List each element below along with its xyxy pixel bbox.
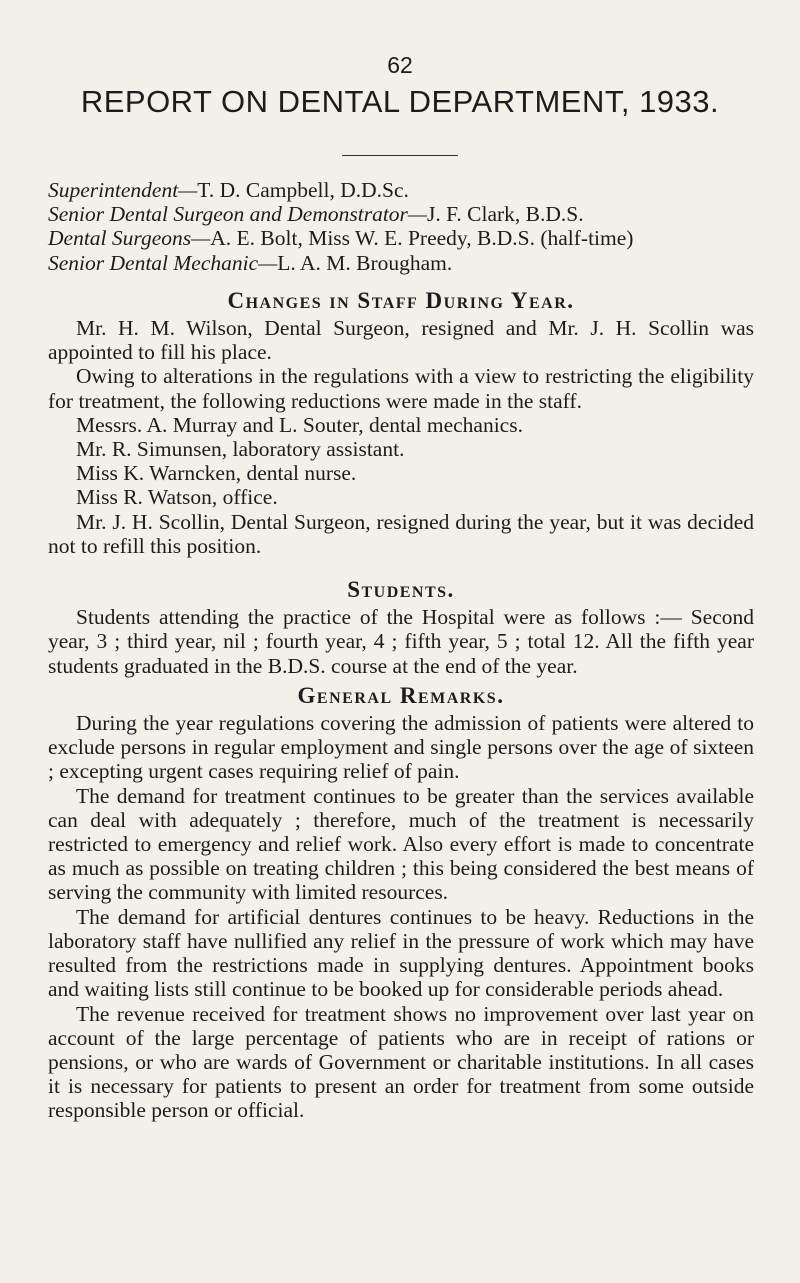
paragraph: Mr. H. M. Wilson, Dental Surgeon, resigned and Mr. J. H. Scollin was appointed to fill his place.: [48, 316, 754, 365]
staff-superintendent: Superintendent—T. D. Campbell, D.D.Sc.: [48, 178, 409, 202]
report-body: [48, 178, 754, 1123]
paragraph: Miss K. Warncken, dental nurse.: [76, 461, 357, 486]
paragraph: During the year regulations covering the admission of patients were altered to exclude persons in regular employment and single persons over the age of sixteen ; excepting urgent cases requiring relief of pain.: [48, 711, 754, 784]
heading-students: Students.: [347, 577, 455, 603]
staff-dental-surgeons: Dental Surgeons—A. E. Bolt, Miss W. E. Preedy, B.D.S. (half-time): [48, 226, 634, 251]
paragraph: Mr. J. H. Scollin, Dental Surgeon, resigned during the year, but it was decided not to refill this position.: [48, 509, 754, 558]
staff-list: [48, 178, 754, 275]
title-divider: [342, 155, 458, 156]
paragraph: Owing to alterations in the regulations with a view to restricting the eligibility for treatment, the following reductions were made in the staff.: [48, 364, 754, 413]
paragraph: The demand for artificial dentures continues to be heavy. Reductions in the laboratory staff have nullified any relief in the pressure of work which may have resulted from the restrictions made in supplying dentures. Appointment books and waiting lists still continue to be booked up for considerable periods ahead.: [48, 904, 754, 1002]
paragraph: The demand for treatment continues to be greater than the services available can deal with adequately ; therefore, much of the treatment is necessarily restricted to emergency and relief work. Also every effort is made to concentrate as much as possible on treating children ; this being considered the best means of serving the community with limited resources.: [48, 783, 754, 905]
paragraph: Mr. R. Simunsen, laboratory assistant.: [76, 437, 405, 462]
page-title: REPORT ON DENTAL DEPARTMENT, 1933.: [80, 84, 720, 119]
staff-senior-dental-surgeon: Senior Dental Surgeon and Demonstrator—J. F. Clark, B.D.S.: [48, 202, 584, 227]
page-number: 62: [387, 52, 413, 78]
paragraph: The revenue received for treatment shows no improvement over last year on account of the large percentage of patients who are in receipt of rations or pensions, or who are wards of Government or charitable institutions. In all cases it is necessary for patients to present an order for treatment from some outside responsible person or official.: [48, 1001, 754, 1123]
heading-general-remarks: General Remarks.: [297, 682, 505, 708]
paragraph: Miss R. Watson, office.: [76, 485, 278, 510]
paragraph: Messrs. A. Murray and L. Souter, dental mechanics.: [76, 412, 523, 437]
heading-changes-in-staff: Changes in Staff During Year.: [227, 287, 575, 313]
paragraph: Students attending the practice of the Hospital were as follows :— Second year, 3 ; third year, nil ; fourth year, 4 ; fifth year, 5 ; total 12. All the fifth year students graduated in the B.D.S. course at the end of the year.: [48, 605, 754, 678]
staff-senior-dental-mechanic: Senior Dental Mechanic—L. A. M. Brougham.: [48, 250, 453, 275]
